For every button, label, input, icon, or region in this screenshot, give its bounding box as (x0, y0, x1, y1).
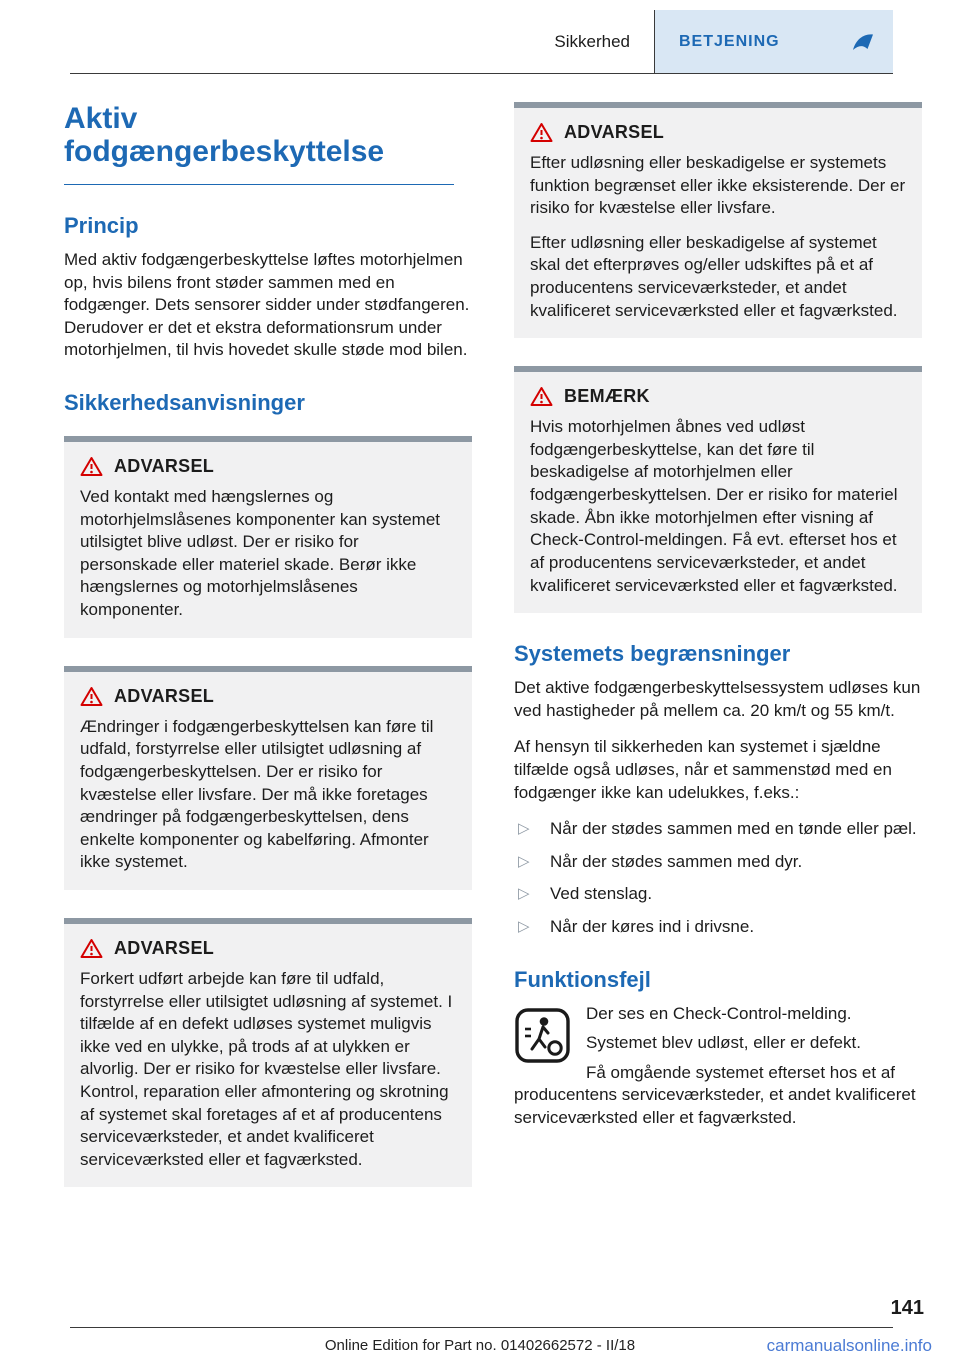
warning-box-3 (64, 918, 472, 1187)
note-label: BEMÆRK (564, 386, 650, 407)
page-header (70, 0, 893, 74)
chapter-tab (655, 10, 893, 73)
triangle-bullet-icon: ▷ (518, 820, 530, 838)
begraensninger-paragraph-1: Det aktive fodgængerbeskyttelsessystem udløses kun ved hastigheder på mellem ca. 20 km/t og 55 km/t. (514, 678, 921, 720)
list-item: ▷ Ved stenslag. (514, 883, 922, 906)
heading-funktionsfejl: Funktionsfejl (514, 966, 651, 992)
list-item: ▷ Når der stødes sammen med en tønde eller pæl. (514, 818, 922, 841)
chapter-label: BETJENING (679, 32, 780, 50)
warning-box-2 (64, 666, 472, 890)
warning-triangle-icon (80, 686, 103, 707)
warning-triangle-icon (80, 938, 103, 959)
warning-label: ADVARSEL (564, 122, 665, 142)
warning-triangle-icon (530, 386, 553, 407)
list-item: ▷ Når der stødes sammen med dyr. (514, 851, 922, 874)
chapter-arrow-icon (851, 31, 875, 53)
warning-triangle-icon (80, 456, 103, 477)
left-column (64, 102, 472, 1215)
heading-sikkerhedsanvisninger: Sikkerhedsanvisninger (64, 390, 305, 416)
warning-label: ADVARSEL (114, 456, 215, 477)
list-item: ▷ Når der køres ind i drivsne. (514, 916, 922, 939)
warning-box-4 (514, 102, 922, 338)
warning-box-1 (64, 436, 472, 638)
note-box (514, 366, 922, 613)
exception-list (514, 818, 922, 938)
warning-label: ADVARSEL (114, 937, 215, 958)
heading-systemets-begraensninger: Systemets begrænsninger (514, 641, 791, 667)
warning-label: ADVARSEL (114, 685, 215, 706)
triangle-bullet-icon: ▷ (518, 918, 530, 936)
begraensninger-paragraph-2: Af hensyn til sikkerheden kan systemet i sjældne tilfælde også udløses, når et sammenstød med en fodgænger ikke kan udelukkes, f.eks.: (514, 737, 892, 802)
page-number: 141 (890, 1297, 924, 1319)
watermark-link[interactable]: carmanualsonline.info (766, 1336, 932, 1355)
warning-text: Forkert udført arbejde kan føre til udfald, forstyrrelse eller utilsigtet udløsning af systemet. I tilfælde af en defekt udløses systemet muligvis ikke ved en ulykke, på trods af at ulykken er alvorlig. Der er risiko for kvæstelse eller livsfare. Kontrol, reparation eller afmontering og skrotning af systemet skal foretages af et af producentens serviceværksteder, et andet kvalificeret serviceværksted eller et fagværksted. (80, 968, 453, 1169)
funktionsfejl-line-2: Systemet blev udløst, eller er defekt. (586, 1033, 861, 1053)
triangle-bullet-icon: ▷ (518, 852, 530, 870)
pedestrian-protection-icon (514, 1007, 571, 1064)
warning-text: Efter udløsning eller beskadigelse er systemets funktion begrænset eller ikke eksisterende. Der er risiko for kvæstelse eller livsfare. (530, 153, 906, 218)
page-title: Aktiv fodgængerbeskyttelse (64, 102, 454, 185)
footer-rule (70, 1327, 893, 1328)
right-column (514, 102, 922, 1215)
warning-text: Efter udløsning eller beskadigelse af systemet skal det efterprøves og/eller udskiftes på et af producentens serviceværksteder, et andet kvalificeret serviceværksted eller et fagværksted. (530, 232, 898, 320)
funktionsfejl-line-1: Der ses en Check-Control-melding. (586, 1003, 852, 1023)
princip-paragraph: Med aktiv fodgængerbeskyttelse løftes motorhjelmen op, hvis bilens front støder sammen med en fodgænger. Dets sensorer sidder under stødfangeren. Derudover er det et ekstra deformationsrum under motorhjelmen, til hvis hovedet skulle støde mod bilen. (64, 250, 470, 360)
header-section-label: Sikkerhed (530, 10, 655, 73)
funktionsfejl-paragraph: Få omgående systemet efterset hos et af producentens serviceværksteder, et andet kvalificeret serviceværksted eller et fagværksted. (514, 1062, 916, 1128)
warning-triangle-icon (530, 122, 553, 143)
warning-text: Ændringer i fodgængerbeskyttelsen kan føre til udfald, forstyrrelse eller utilsigtet udløsning af fodgængerbeskyttelsen. Der er risiko for kvæstelse eller livsfare. Der må ikke foretages ændringer på fodgængerbeskyttelsen, dens enkelte komponenter og kabelføring. Afmonter ikke systemet. (80, 716, 434, 872)
page-content (64, 102, 922, 1215)
triangle-bullet-icon: ▷ (518, 885, 530, 903)
check-control-block (514, 1003, 922, 1130)
warning-text: Ved kontakt med hængslernes og motorhjelmslåsenes komponenter kan systemet utilsigtet blive udløst. Der er risiko for personskade eller materiel skade. Berør ikke hængslernes og motorhjelmslåsenes komponenter. (80, 487, 440, 620)
edition-note: Online Edition for Part no. 01402662572 - II/18 (324, 1337, 636, 1354)
note-text: Hvis motorhjelmen åbnes ved udløst fodgængerbeskyttelse, kan det føre til beskadigelse af motorhjelmen eller fodgængerbeskyttelsen. Der er risiko for materiel skade. Åbn ikke motorhjelmen efter visning af Check-Control-meldingen. Få evt. efterset hos et af producentens serviceværksteder, et andet kvalificeret serviceværksted eller et fagværksted. (530, 417, 898, 595)
heading-princip: Princip (64, 213, 139, 238)
